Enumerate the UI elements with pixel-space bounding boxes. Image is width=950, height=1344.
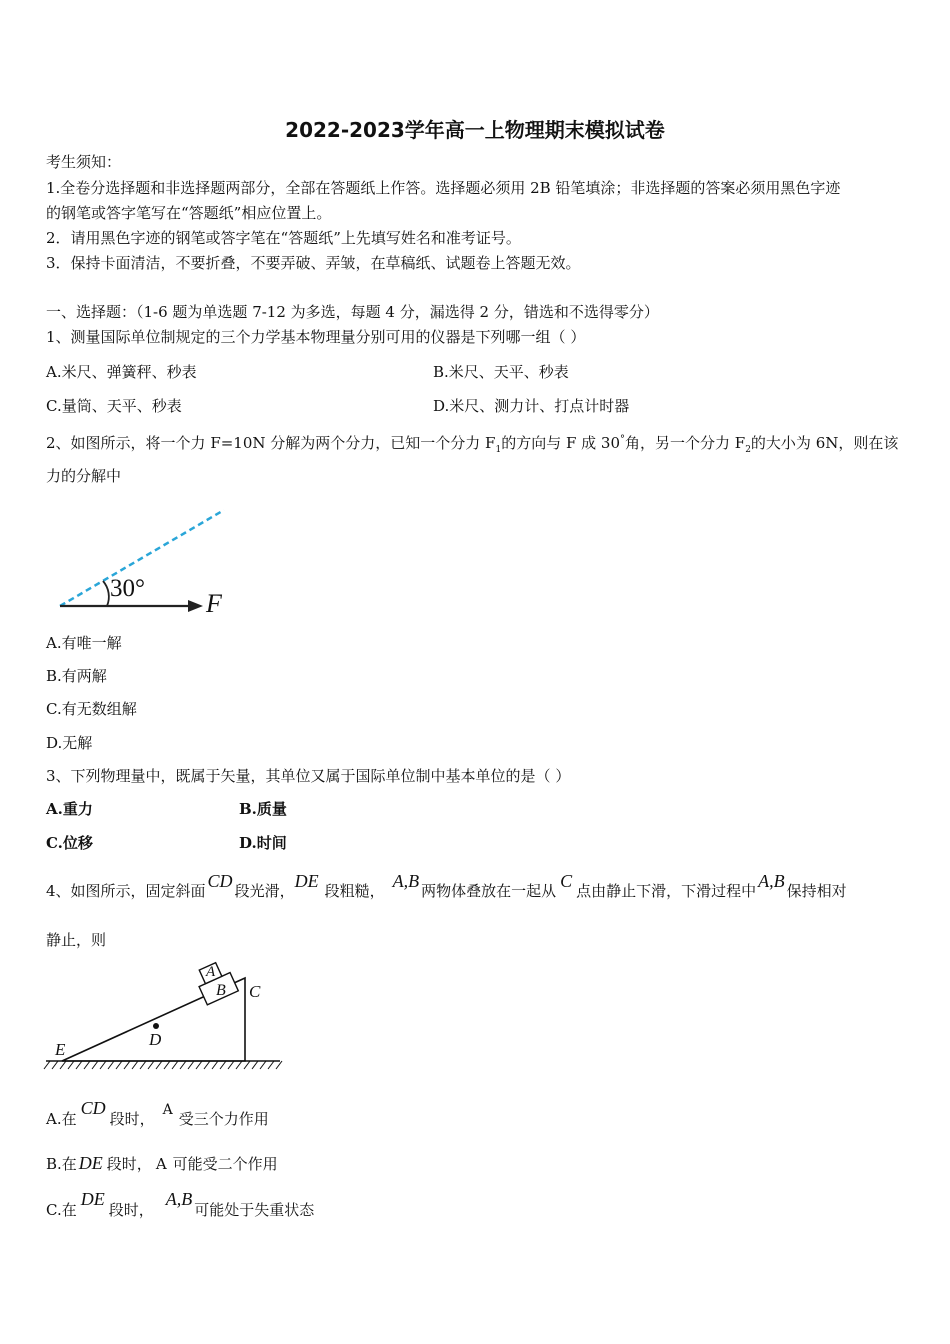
notice-item-3: 3．保持卡面清洁，不要折叠，不要弄破、弄皱，在草稿纸、试题卷上答题无效。 xyxy=(46,254,581,272)
question-2-option-d: D.无解 xyxy=(46,734,93,752)
question-4-option-a: A.在CD段时， A 受三个力作用 xyxy=(46,1098,269,1128)
question-4-option-b: B.在 DE 段时， A 可能受二个作用 xyxy=(46,1153,278,1173)
angle-label: 30° xyxy=(110,575,145,602)
point-c-label: C xyxy=(249,982,261,1001)
question-4-option-c: C.在DE段时，A,B可能处于失重状态 xyxy=(46,1189,315,1219)
question-3-option-a: A.重力 xyxy=(46,800,93,818)
point-d-label: D xyxy=(149,1030,162,1049)
force-label: F xyxy=(206,589,222,618)
question-2-stem: 2、如图所示，将一个力 F=10N 分解为两个分力，已知一个分力 $F_1$的方向与 F 成 30°角，另一个分力 $F_2$的大小为 6N，则在该 xyxy=(46,434,899,455)
page-title: 2022-2023学年高一上物理期末模拟试卷 xyxy=(285,118,665,142)
notice-item-1-cont: 的钢笔或答字笔写在“答题纸”相应位置上。 xyxy=(46,204,332,222)
ground-hatching xyxy=(44,1061,282,1069)
question-2-option-c: C.有无数组解 xyxy=(46,700,137,718)
section-heading: 一、选择题：（1-6 题为单选题 7-12 为多选，每题 4 分，漏选得 2 分，错选和不选得零分） xyxy=(46,303,659,321)
notice-heading: 考生须知： xyxy=(46,153,122,171)
question-2-option-b: B.有两解 xyxy=(46,667,107,685)
block-b-label: B xyxy=(216,982,226,999)
question-1-option-d: D.米尺、测力计、打点计时器 xyxy=(433,397,630,415)
question-2-option-a: A.有唯一解 xyxy=(46,634,122,652)
question-3-option-b: B.质量 xyxy=(239,800,287,818)
question-1-option-c: C.量筒、天平、秒表 xyxy=(46,397,182,415)
point-e-label: E xyxy=(55,1040,66,1059)
question-4-stem-cont: 静止，则 xyxy=(46,931,107,949)
question-4-stem: 4、如图所示，固定斜面 CD 段光滑，DE 段粗糙， A,B 两物体叠放在一起从 C 点由静止下滑，下滑过程中 A,B 保持相对 xyxy=(46,871,847,900)
question-1-option-b: B.米尺、天平、秒表 xyxy=(433,363,569,381)
question-3-option-d: D.时间 xyxy=(239,834,287,852)
question-3-option-c: C.位移 xyxy=(46,834,93,852)
question-1-stem: 1、测量国际单位制规定的三个力学基本物理量分别可用的仪器是下列哪一组（ ） xyxy=(46,328,586,346)
point-d-dot xyxy=(153,1023,159,1029)
notice-item-1: 1.全卷分选择题和非选择题两部分，全部在答题纸上作答。选择题必须用 2B 铅笔填涂；非选择题的答案必须用黑色字迹 xyxy=(46,179,841,197)
block-a-label: A xyxy=(206,964,216,980)
notice-item-2: 2．请用黑色字迹的钢笔或答字笔在“答题纸”上先填写姓名和准考证号。 xyxy=(46,229,521,247)
question-1-option-a: A.米尺、弹簧秤、秒表 xyxy=(46,363,197,381)
question-2-stem-cont: 力的分解中 xyxy=(46,467,122,485)
question-3-stem: 3、下列物理量中，既属于矢量，其单位又属于国际单位制中基本单位的是（ ） xyxy=(46,767,571,785)
